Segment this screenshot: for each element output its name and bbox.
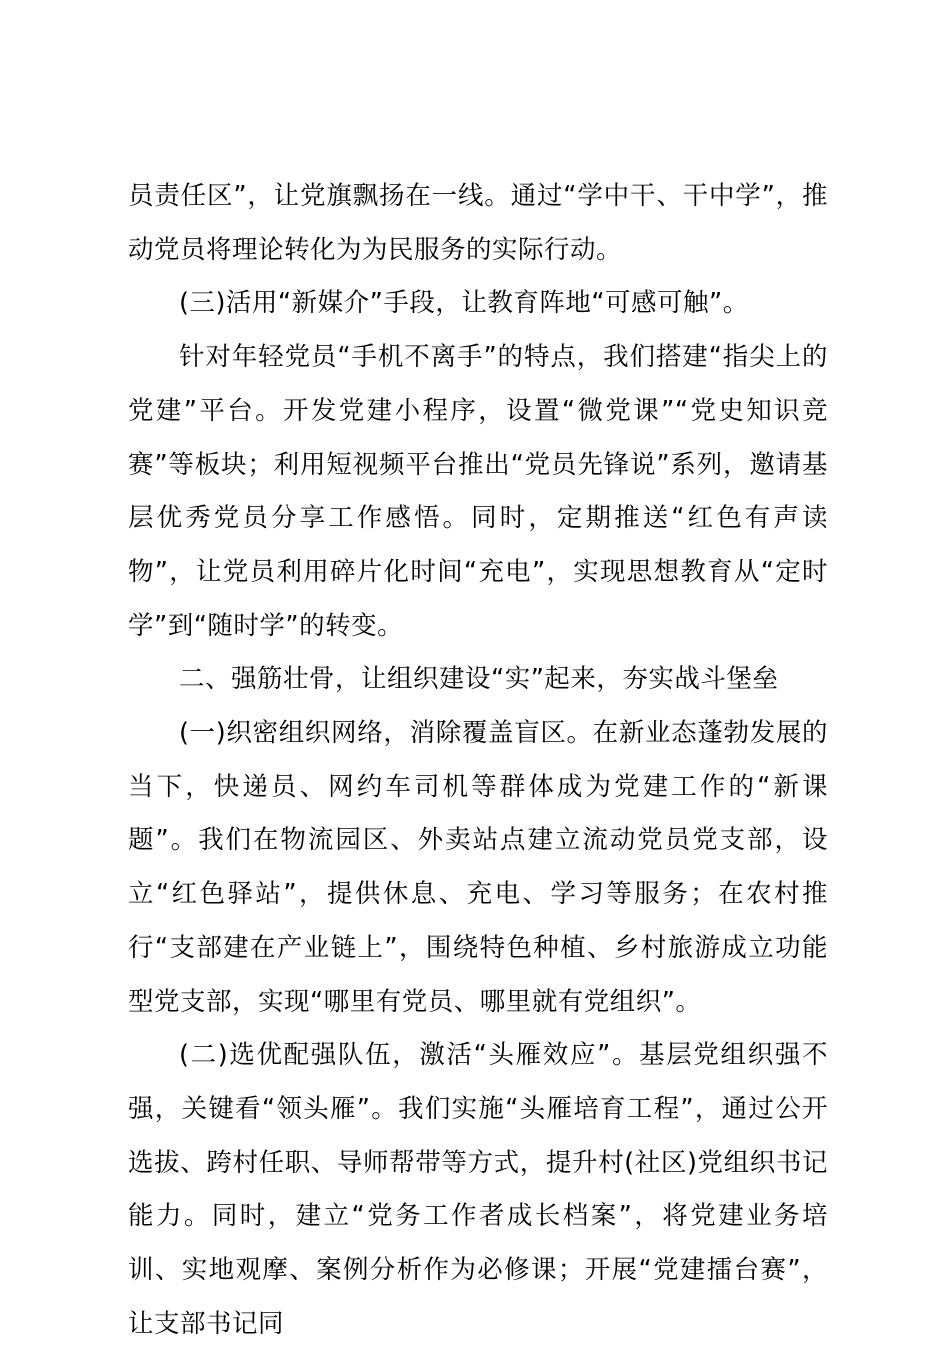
paragraph-body: 针对年轻党员“手机不离手”的特点，我们搭建“指尖上的党建”平台。开发党建小程序，设置“微党课”“党史知识竞赛”等板块；利用短视频平台推出“党员先锋说”系列，邀请基层优秀党员分享工作感悟。同时，定期推送“红色有声读物”，让党员利用碎片化时间“充电”，实现思想教育从“定时学”到“随时学”的转变。 (128, 342, 828, 641)
section-heading-3: (三)活用“新媒介”手段，让教育阵地“可感可触”。 (179, 288, 749, 319)
document-body (128, 170, 828, 1351)
paragraph-body: (一)织密组织网络，消除覆盖盲区。在新业态蓬勃发展的当下，快递员、网约车司机等群体成为党建工作的“新课题”。我们在物流园区、外卖站点建立流动党员党支部，设立“红色驿站”，提供休息、充电、学习等服务；在农村推行“支部建在产业链上”，围绕特色种植、乡村旅游成立功能型党支部，实现“哪里有党员、哪里就有党组织”。 (128, 718, 828, 1017)
paragraph-body: (二)选优配强队伍，激活“头雁效应”。基层党组织强不强，关键看“领头雁”。我们实施“头雁培育工程”，通过公开选拔、跨村任职、导师帮带等方式，提升村(社区)党组织书记能力。同时，建立“党务工作者成长档案”，将党建业务培训、实地观摩、案例分析作为必修课；开展“党建擂台赛”，让支部书记同 (128, 1040, 828, 1339)
paragraph-continuation: 员责任区”，让党旗飘扬在一线。通过“学中干、干中学”，推动党员将理论转化为为民服务的实际行动。 (128, 181, 828, 265)
chapter-heading-2: 二、强筋壮骨，让组织建设“实”起来，夯实战斗堡垒 (179, 664, 779, 695)
